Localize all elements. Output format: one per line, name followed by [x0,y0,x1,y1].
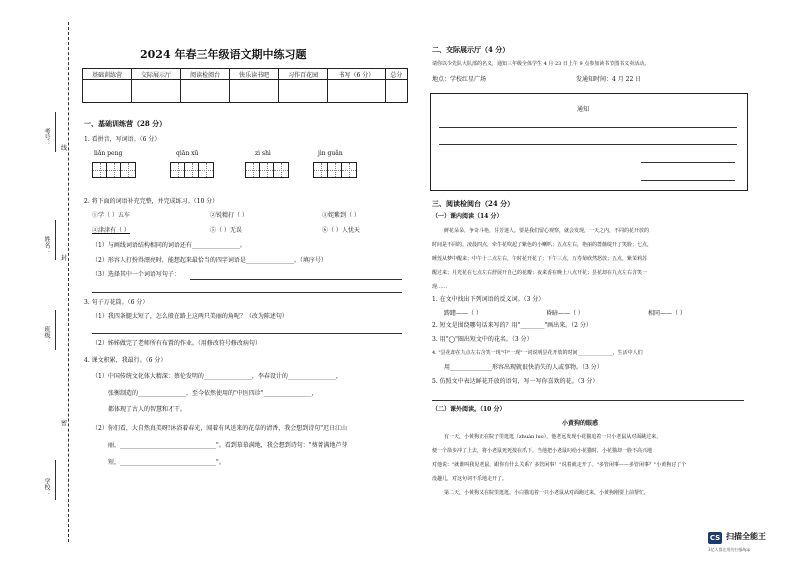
score-table [82,68,408,103]
q2-sub1: （1）与画线词语结构相同的词语还有________________。 [92,242,246,249]
school-underline [55,460,56,500]
score-header-writing: 习作百花园 [279,69,328,80]
notice-line[interactable] [641,180,735,181]
pinyin-3: zì shì [255,150,271,157]
seal-mark-2: 封 [61,255,68,262]
q4-sub1-line2: 张衡制造的________________，至今依然使用的"中医四诊"________________， [108,390,318,397]
q4-sub2-line2: 丽，________________________________"。看到慕慕满地，我会想到诗句："葵菁满地芦芽 [108,442,348,449]
q1-prompt: 1. 看拼音，写词语。（6 分） [84,136,161,143]
section1-heading: 一、基础训练营（28 分） [84,119,167,128]
score-header-basics: 基础训练营 [83,69,132,80]
score-header-handwriting: 书写（6 分） [328,69,386,80]
fill-item-4: ④津津有（ ） [92,227,130,234]
reading-q4-line2: 用______________形容出现就很快消失的人或事物。（3 分） [444,364,603,371]
reading-q4-line1: 4. "昙花却在九点左右含笑一现"中"一现"一词说明昙花开放的时间______________，生活中人们 [432,350,643,356]
seal-mark-3: 密 [61,420,68,427]
score-header-reading: 阅读检阅台 [181,69,230,80]
passage-line-2: 时间是不同的。凌晨四点，牵牛花吹起了紫色的小喇叭；五点左右，艳丽的蔷薇绽开了笑脸；七点， [432,242,653,248]
score-cell[interactable] [279,80,328,103]
q3-sub1: （1）我四条腿太短了，怎么般在路上这两只美丽的角呢？（改为陈述句） [92,313,288,320]
section2-date: 发通知时间：4 月 22 日 [576,76,642,83]
antonym-1: 踌躇——（ ） [444,310,482,317]
writing-grid-1[interactable] [92,162,136,178]
fill-item-6: ⑥（ ）人忧天 [322,227,360,234]
score-cell[interactable] [385,80,407,103]
section3-heading: 三、阅读检阅台（24 分） [432,199,515,208]
q4-prompt: 4. 课文积累，我最行。（6 分） [84,357,167,364]
q4-sub1-line3: 都体现了古人的智慧和才干。 [108,406,187,413]
class-underline [55,310,56,350]
pinyin-1: liǎn peng [94,150,123,157]
passage-line-4: 醒过来；月光花在七点左右舒展开自己的花瓣；夜来香在晚上八点开花；昙花却在九点左右含笑一 [432,270,648,276]
score-cell[interactable] [230,80,279,103]
passage-line-3: 睡莲从梦中醒来；中午十二点左右，午时花开花了；下午三点，万寿菊欣然怒放；五点，紫茉莉苏 [432,256,648,262]
story-title: 小黄狗的眼惑 [562,420,599,427]
notice-title: 通知 [577,106,590,113]
exam-number-label: 考号： [43,128,50,146]
story-line-2: 便一个箭步冲了上去，将小老鼠死死按在爪下。当他把小老鼠叼给小花猫时，小花猫却一脸不高兴地 [432,448,653,454]
section2-description: 请你以少先队大队部的名义，通知三年级全体学生 4 月 23 日上午 9 点参加读书节图书义卖活动。 [432,61,650,67]
score-cell[interactable] [132,80,181,103]
q2-sub2: （2）形容人打扮得漂亮时，能想起来最恰当的四字词语是________________。（填序号） [92,257,327,264]
notice-line[interactable] [439,144,737,145]
school-label: 学校： [43,478,50,496]
answer-line[interactable] [432,400,744,401]
section2-location: 地点：学校红星广场 [432,76,487,83]
q4-sub1-line1: （1）中国传统文化体大精深：蔡伦发明的________________，李春设计的________________， [92,373,342,380]
section2-heading: 二、交际展示厅（4 分） [432,45,510,54]
pinyin-2: qiān xū [176,150,199,157]
seal-mark-1: 线 [61,145,68,152]
passage-line-5: 现…… [432,284,448,290]
notice-line[interactable] [439,127,737,128]
answer-line[interactable] [92,292,402,293]
reading-q2: 2. 短文是围绕哪句话来写的？用"________"画出来。（2 分） [432,322,592,329]
part1-heading: （一）课内阅读（14 分） [432,213,503,220]
story-line-5: 第二天，小黄狗又在院里逛逛。小白猫追着一只小老鼠从对面跑过来，小黄狗刚要上前帮忙， [444,490,650,496]
scanner-tagline: 3亿人都在用的扫描App [708,547,751,552]
writing-grid-3[interactable] [245,162,289,178]
binding-line [68,22,69,542]
story-line-1: 有一天，小黄狗正在院子里逛逛（zhuàn luo），他老远发现小花猫追着一只小老鼠从对面跳过来， [444,434,662,440]
part2-heading: （二）课外阅读。（10 分） [432,406,506,413]
antonym-2: 昏暗——（ ） [546,310,584,317]
score-header-books: 快乐读书吧 [230,69,279,80]
name-label: 姓名： [43,236,50,254]
q4-sub2-line3: 短，________________________________"。 [108,459,225,466]
score-header-communication: 交际展示厅 [132,69,181,80]
notice-box[interactable] [430,93,748,191]
q2-prompt: 2. 将下面的词语补充完整，并完成练习。（10 分） [84,198,219,205]
fill-item-2: ②锐精打（ ） [210,212,248,219]
score-header-total: 总分 [385,69,407,80]
reading-q3: 3. 用"◯"圈出短文中的花名。（3 分） [432,336,533,343]
story-line-3: 对他说："就谁叫我见老鼠，跟你有什么关系？多管闲事！"说着就走开了。"多管闲事——多管闲事？"小黄狗讨了个 [432,462,687,468]
reading-q5: 5. 仿照文中表达鲜花开放的语句，写一写你喜欢的花。（3 分） [432,378,599,385]
class-label: 班级： [43,326,50,344]
exam-number-underline [55,112,56,152]
score-cell[interactable] [83,80,132,103]
fill-item-3: ③姹紫到（ ） [322,212,360,219]
fill-item-5: ⑤（ ）无误 [210,227,242,234]
score-cell[interactable] [181,80,230,103]
q2-sub3: （3）选择其中一个词语写句子： [92,271,180,278]
story-line-4: 没趣儿，对这句词不乐地走开了。 [432,476,508,482]
name-underline [55,220,56,260]
scanner-app-name: 扫描全能王 [726,532,766,541]
scanner-logo-icon: CS [709,534,721,542]
pinyin-4: jìn guǎn [318,150,343,157]
reading-q1: 1. 在文中找出下列词语的反义词。（3 分） [432,296,545,303]
fill-item-1: ①学（ ）五车 [92,212,130,219]
notice-line[interactable] [641,162,735,163]
antonym-3: 相同——（ ） [648,310,686,317]
passage-line-1: 鲜花朵朵，争奇斗艳，芬芳迷人。要是我们留心观察，就会发现，一天之内，不同的花开放的 [444,228,650,234]
q3-sub2: （2）姊姊做完了老师所有布置的作业。（用修改符号修改病句） [92,340,261,347]
q3-prompt: 3. 句子万花筒。（6 分） [84,299,149,306]
score-cell[interactable] [328,80,386,103]
writing-grid-4[interactable] [313,162,357,178]
writing-grid-2[interactable] [170,162,214,178]
answer-line[interactable] [92,333,402,334]
answer-line[interactable] [190,279,402,280]
q4-sub2-line1: （2）你们看，大自然真美呀!沐浴着春光，闻着有风送来的花草的清香，我会想到诗句"迟日江山 [92,425,347,432]
exam-title: 2024 年春三年级语文期中练习题 [140,48,307,61]
